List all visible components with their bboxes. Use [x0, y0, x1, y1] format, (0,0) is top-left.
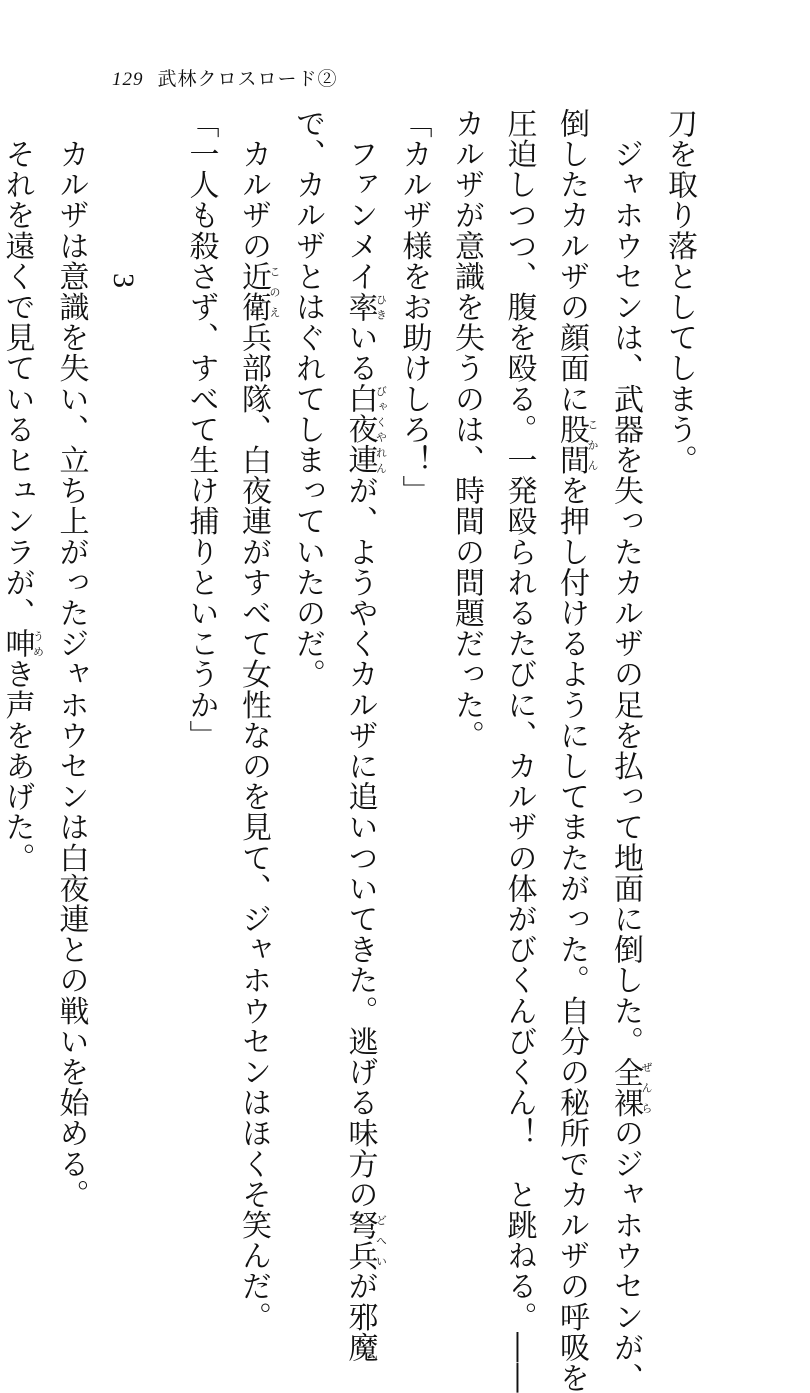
furigana-reading: このえ	[268, 261, 281, 323]
text-column	[653, 108, 706, 1173]
ruby-annotated-word	[0, 628, 45, 659]
furigana-reading: どへい	[374, 1209, 388, 1271]
ruby-annotated-word	[554, 414, 599, 476]
ruby-base: 全裸	[608, 1056, 643, 1118]
ruby-base: 白夜連	[342, 383, 378, 476]
book-title: 武林クロスロード②	[157, 69, 338, 90]
furigana-reading: ひき	[374, 291, 388, 323]
section-number	[97, 108, 150, 1173]
text-segment: が邪魔	[342, 1270, 378, 1363]
text-segment: を押し付けるようにしてまたがった。自分の秘所でカルザの呼吸を	[554, 475, 589, 1393]
ruby-base: 股間	[554, 414, 589, 476]
vertical-body-text	[0, 108, 705, 1393]
text-segment: ジャホウセンは、武器を失ったカルザの足を払って地面に倒した。	[608, 108, 643, 1057]
text-segment: カルザの	[236, 108, 271, 261]
text-column	[44, 108, 97, 1210]
text-segment: 圧迫しつつ、腹を殴る。一発殴られるたびに、カルザの体がびくんびくん！ と跳ねる。――	[501, 108, 537, 1393]
text-column	[227, 108, 281, 1333]
ruby-annotated-word	[342, 1209, 388, 1271]
text-segment: のジャホウセンが、	[608, 1117, 643, 1393]
text-column	[387, 108, 440, 1173]
text-segment: 兵部隊、白夜連がすべて女性なのを見て、ジャホウセンはほくそ笑んだ。	[236, 322, 271, 1333]
text-segment: カルザは意識を失い、立ち上がったジャホウセンは白夜連との戦いを始める。	[53, 108, 89, 1210]
ruby-annotated-word	[608, 1056, 653, 1118]
text-segment: 「カルザ様をお助けしろ！」	[396, 108, 432, 506]
text-segment: が、ようやくカルザに追いついてきた。逃げる味方の	[342, 475, 378, 1210]
text-column	[333, 108, 388, 1363]
ruby-base: 近衛	[236, 261, 271, 323]
text-column	[545, 108, 599, 1393]
text-segment: 刀を取り落としてしまう。	[662, 108, 697, 476]
furigana-reading: ぜんら	[640, 1056, 653, 1118]
running-header	[112, 64, 338, 91]
text-segment: それを遠くで見ているヒュンラが、	[0, 108, 35, 629]
ruby-base: 率	[342, 291, 378, 323]
text-segment: き声をあげた。	[0, 658, 35, 874]
text-column	[281, 108, 334, 1173]
text-segment: 3	[107, 273, 140, 289]
text-column	[174, 108, 227, 1173]
text-column	[492, 108, 545, 1393]
furigana-reading: こかん	[586, 414, 599, 476]
text-segment: 倒したカルザの顔面に	[554, 108, 589, 414]
text-column	[0, 108, 44, 1173]
text-segment: 「一人も殺さず、すべて生け捕りといこうか」	[183, 108, 219, 751]
text-segment: で、カルザとはぐれてしまっていたのだ。	[290, 108, 325, 690]
text-column	[440, 108, 493, 1173]
text-segment: いる	[342, 322, 378, 384]
ruby-base: 呻	[0, 628, 35, 659]
text-segment: カルザが意識を失うのは、時間の問題だった。	[449, 108, 484, 751]
furigana-reading: うめ	[31, 628, 45, 659]
ruby-annotated-word	[342, 383, 388, 476]
text-segment: ファンメイ	[342, 108, 378, 292]
furigana-reading: びゃくやれん	[374, 383, 388, 476]
ruby-base: 弩兵	[342, 1209, 378, 1271]
ruby-annotated-word	[342, 291, 388, 323]
page-number: 129	[112, 69, 144, 90]
text-column	[599, 108, 653, 1393]
ruby-annotated-word	[236, 261, 281, 323]
